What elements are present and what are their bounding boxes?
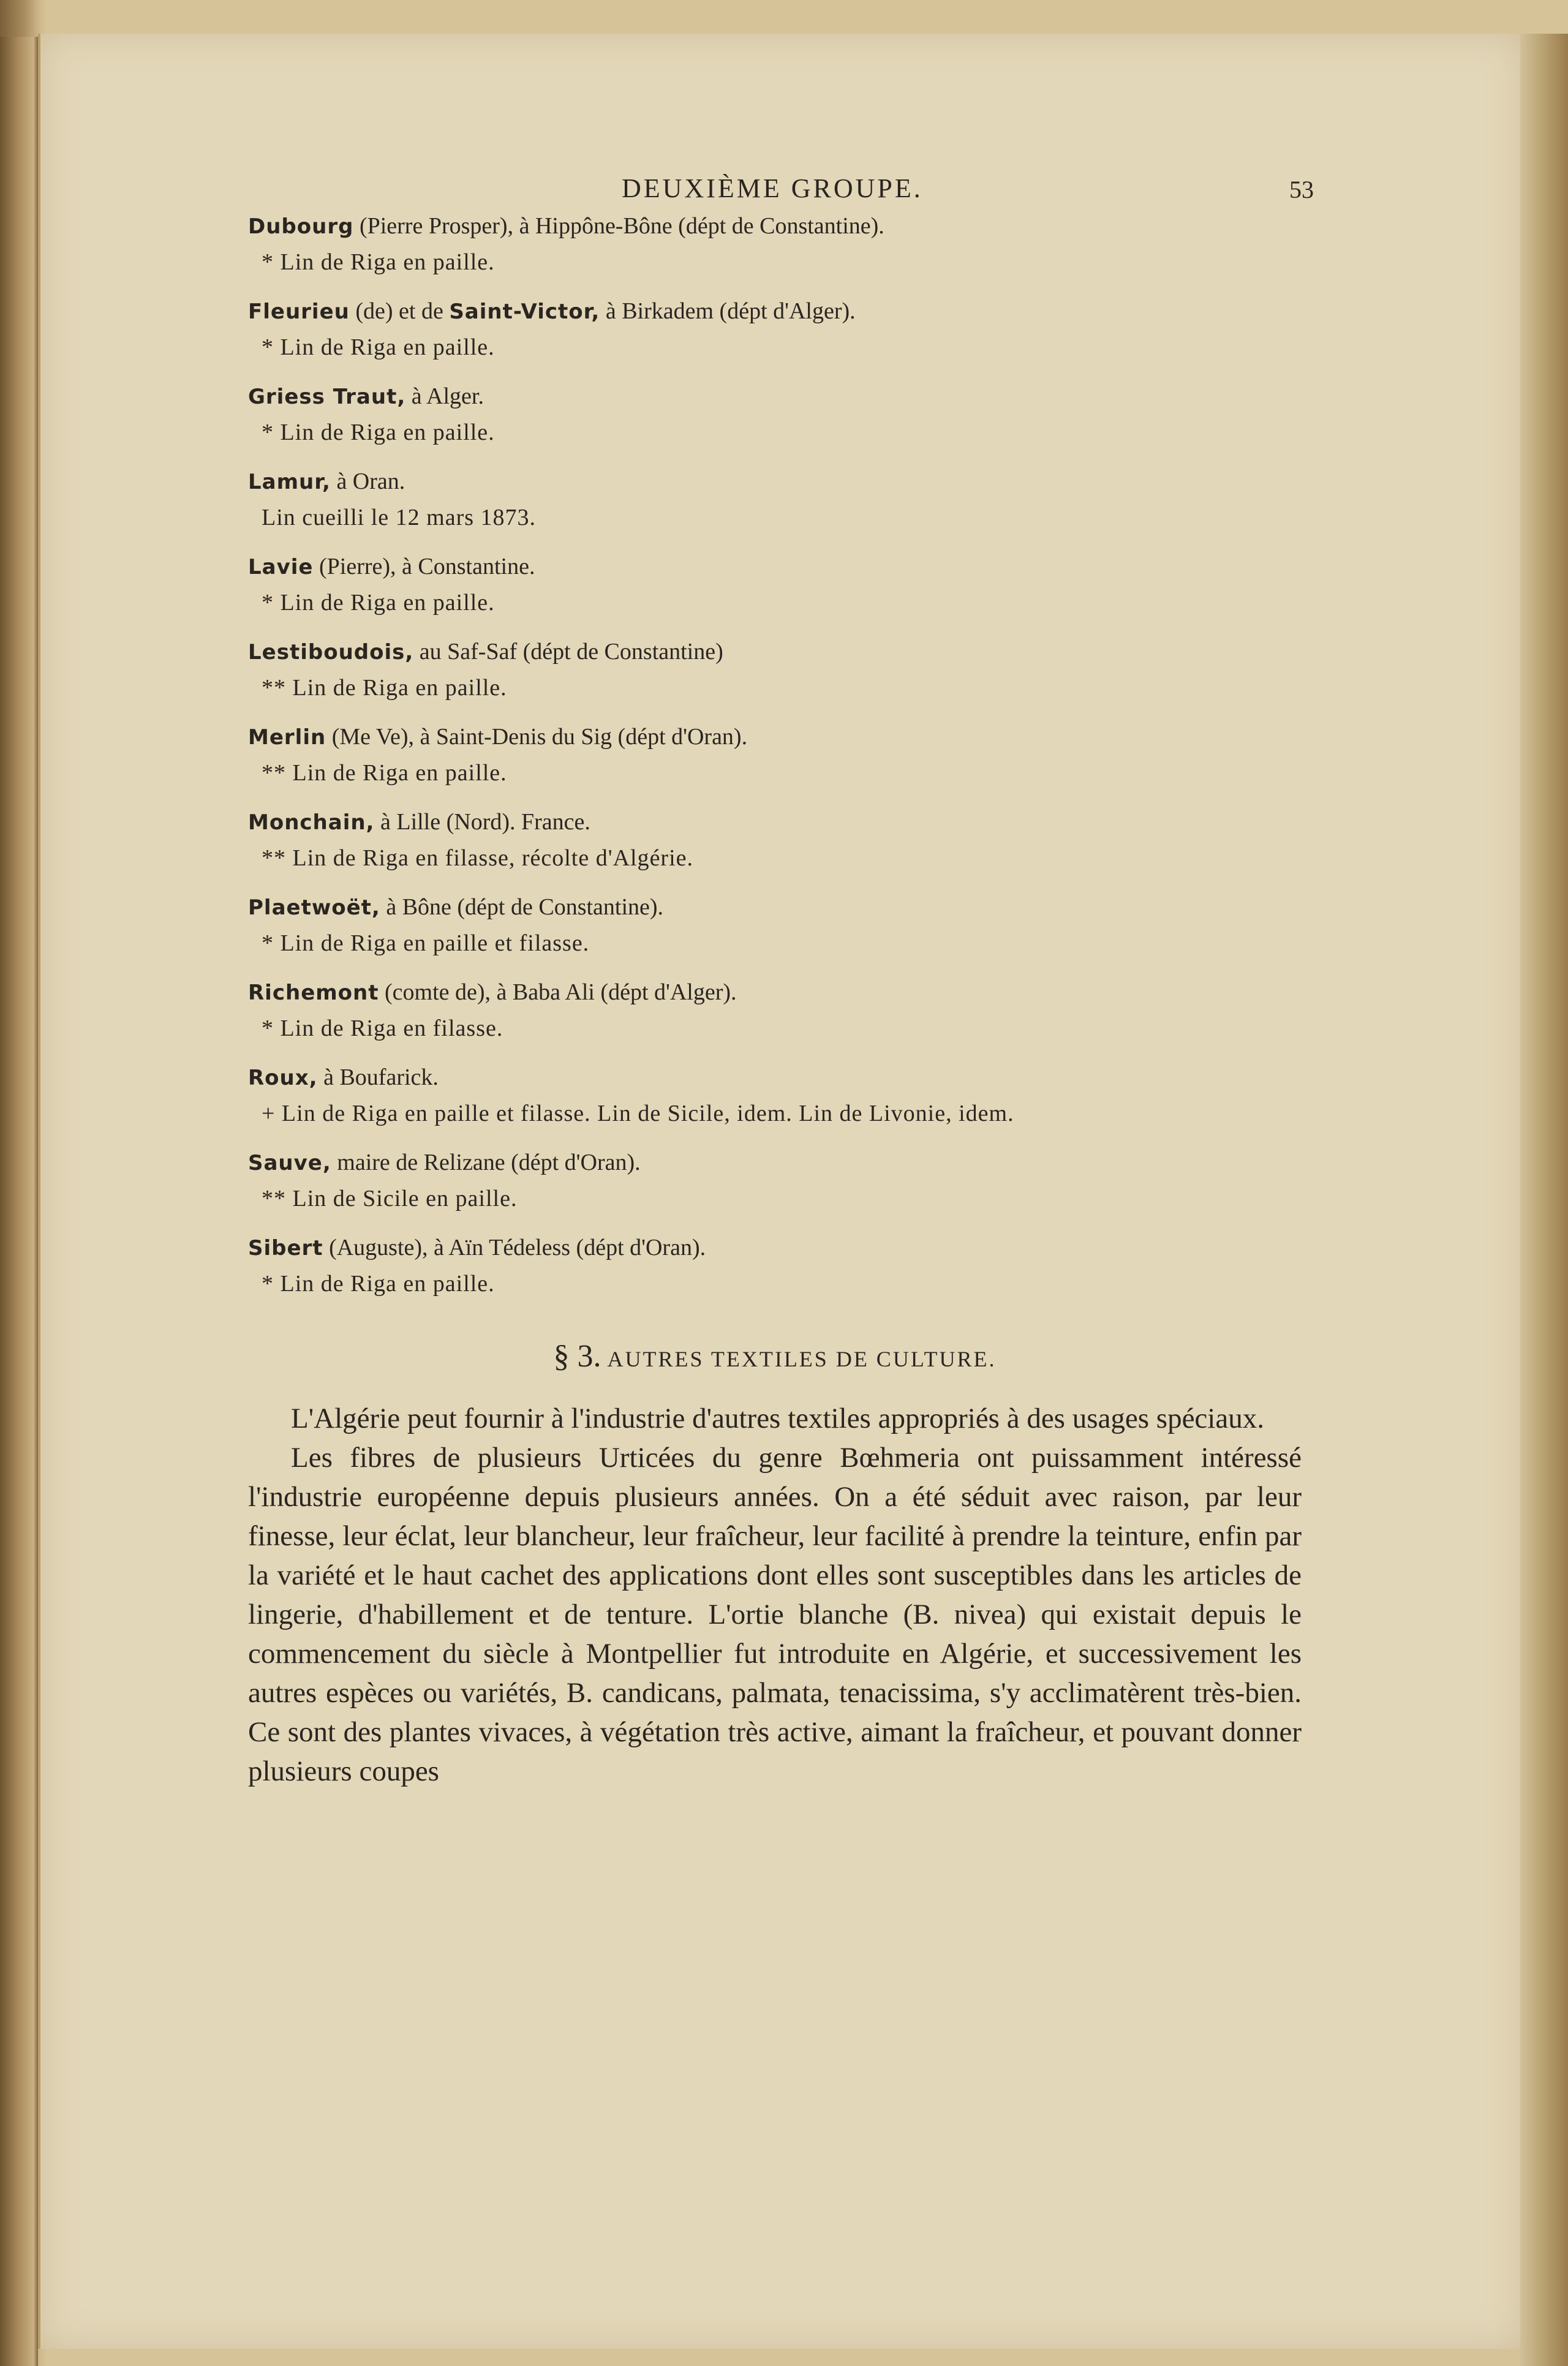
exhibitor-location: à Oran. [330,469,405,494]
exhibit-detail: + Lin de Riga en paille et filasse. Lin de Sicile, idem. Lin de Livonie, idem. [262,1101,1014,1126]
page-edge-right [1520,34,1568,2366]
exhibitor-name: Richemont [248,981,379,1005]
exhibitor-name: Griess Traut, [248,385,406,409]
page-header [248,159,1314,208]
list-item [248,1060,1302,1131]
section-title: AUTRES TEXTILES DE CULTURE. [607,1347,997,1371]
list-item [248,379,1302,450]
exhibitor-name: Plaetwoët, [248,895,380,920]
exhibitor-location: maire de Relizane (dépt d'Oran). [331,1150,641,1175]
exhibitor-location: à Boufarick. [317,1064,439,1090]
exhibitor-name: Dubourg [248,214,354,239]
paragraph: Les fibres de plusieurs Urticées du genre Bœhmeria ont puissamment intéressé l'industrie européenne depuis plusieurs années. On a été séduit avec raison, par leur finesse, leur éclat, leur blancheur, leur fraîcheur, leur facilité à prendre la teinture, enfin par la variété et le haut cachet des applications dont elles sont susceptibles dans les articles de lingerie, d'habillement et de tenture. L'ortie blanche (B. nivea) qui existait depuis le commencement du siècle à Montpellier fut introduite en Algérie, et successivement les autres espèces ou variétés, B. candicans, palmata, tenacissima, s'y acclimatèrent très-bien. Ce sont des plantes vivaces, à végétation très active, aimant la fraîcheur, et pouvant donner plusieurs coupes [248,1442,1302,1787]
list-item [248,889,1302,961]
paragraph: L'Algérie peut fournir à l'industrie d'autres textiles appropriés à des usages spéciaux. [291,1403,1264,1434]
exhibit-detail: * Lin de Riga en paille. [262,590,495,616]
list-item [248,464,1302,535]
list-item [248,1145,1302,1216]
exhibitor-location: à Bône (dépt de Constantine). [380,894,664,920]
exhibit-detail: ** Lin de Riga en filasse, récolte d'Algérie. [262,845,694,871]
exhibitor-location: (Me Ve), à Saint-Denis du Sig (dépt d'Oran). [326,724,748,750]
list-item [248,804,1302,876]
exhibit-detail: * Lin de Riga en paille. [262,1271,495,1297]
exhibitor-location: à Lille (Nord). France. [374,809,590,835]
page-number: 53 [1289,176,1314,203]
exhibitor-location: (Pierre Prosper), à Hippône-Bône (dépt de Constantine). [353,213,884,239]
exhibit-detail: * Lin de Riga en filasse. [262,1015,503,1041]
list-item [248,208,1302,280]
exhibit-detail: Lin cueilli le 12 mars 1873. [262,505,537,530]
exhibitor-name: Merlin [248,725,326,750]
previous-page-edge [0,37,38,2366]
exhibitor-name-second: Saint-Victor, [449,300,600,324]
running-title: DEUXIÈME GROUPE. [622,173,923,203]
exhibitor-location: (Pierre), à Constantine. [313,554,535,579]
exhibitor-location: (Auguste), à Aïn Tédeless (dépt d'Oran). [323,1235,706,1260]
body-text [248,1399,1302,1791]
exhibit-detail: * Lin de Riga en paille. [262,334,495,360]
exhibitor-location: au Saf-Saf (dépt de Constantine) [413,639,723,665]
exhibitor-name: Lestiboudois, [248,640,414,665]
exhibitor-location: (comte de), à Baba Ali (dépt d'Alger). [379,979,737,1005]
exhibitor-location: à Alger. [405,383,484,409]
exhibitor-name: Monchain, [248,810,375,835]
list-item [248,1230,1302,1302]
list-item [248,719,1302,791]
section-heading [248,1338,1302,1374]
exhibitor-name: Fleurieu [248,300,350,324]
exhibit-detail: * Lin de Riga en paille. [262,249,495,275]
exhibit-detail: * Lin de Riga en paille et filasse. [262,930,590,956]
list-item [248,293,1302,365]
section-number: § 3. [553,1339,601,1374]
exhibitor-name: Sibert [248,1236,323,1260]
list-item [248,634,1302,706]
exhibit-detail: * Lin de Riga en paille. [262,420,495,445]
page-content [248,159,1314,1791]
exhibitor-location: (de) et de [349,298,450,324]
exhibitor-name: Lavie [248,555,314,579]
exhibit-detail: ** Lin de Riga en paille. [262,675,507,701]
exhibit-detail: ** Lin de Riga en paille. [262,760,507,786]
exhibitor-name: Roux, [248,1066,318,1090]
exhibitor-name: Lamur, [248,470,331,494]
list-item [248,549,1302,620]
exhibitor-name: Sauve, [248,1151,331,1175]
list-item [248,974,1302,1046]
exhibit-detail: ** Lin de Sicile en paille. [262,1186,518,1211]
exhibitor-location-second: à Birkadem (dépt d'Alger). [600,298,856,324]
